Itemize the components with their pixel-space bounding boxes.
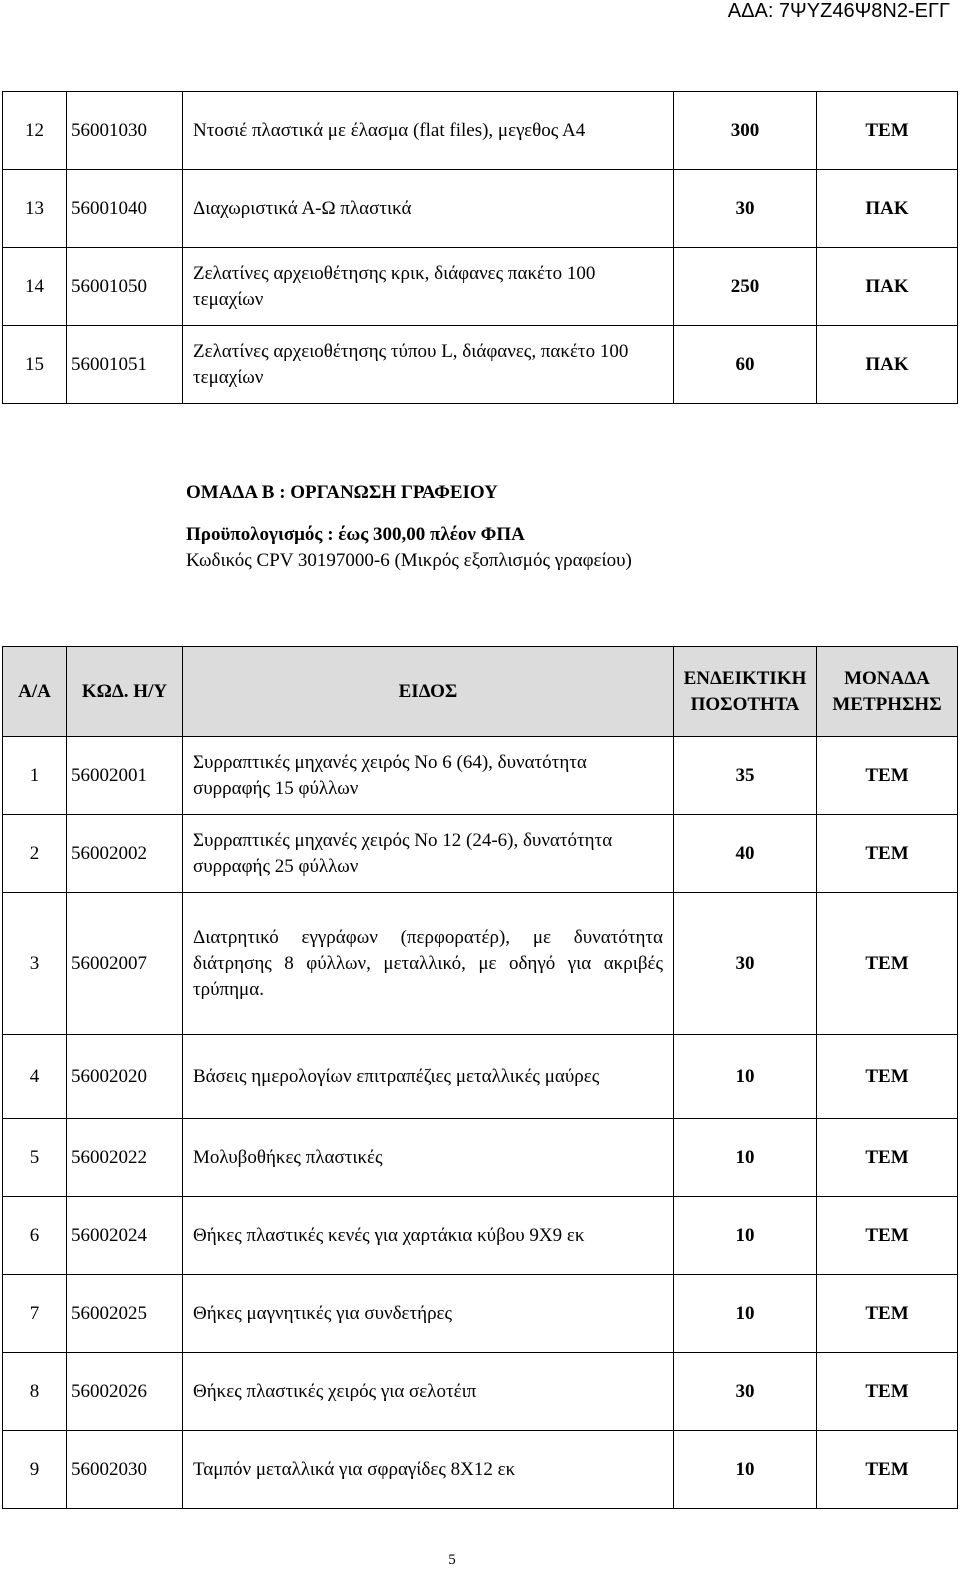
table-row [3,1431,958,1509]
row-desc: Συρραπτικές μηχανές χειρός Νο 6 (64), δυνατότητα συρραφής 15 φύλλων [183,737,674,815]
row-qty: 35 [674,737,817,815]
items-table-group-b [2,646,958,1509]
group-title: ΟΜΑΔΑ Β : ΟΡΓΑΝΩΣΗ ΓΡΑΦΕΙΟΥ [186,482,498,503]
row-desc: Ταμπόν μεταλλικά για σφραγίδες 8Χ12 εκ [183,1431,674,1509]
row-desc: Συρραπτικές μηχανές χειρός Νο 12 (24-6), δυνατότητα συρραφής 25 φύλλων [183,815,674,893]
row-unit: ΠΑΚ [817,248,958,326]
table-row [3,1035,958,1119]
row-code: 56002001 [67,737,183,815]
row-aa: 13 [3,170,67,248]
table-row [3,1119,958,1197]
row-aa: 8 [3,1353,67,1431]
group-cpv: Κωδικός CPV 30197000-6 (Μικρός εξοπλισμός γραφείου) [186,550,632,571]
table-row [3,326,958,404]
row-code: 56001040 [67,170,183,248]
ada-identifier: ΑΔΑ: 7ΨΥΖ46Ψ8Ν2-ΕΓΓ [727,0,950,22]
table-row [3,92,958,170]
row-qty: 60 [674,326,817,404]
row-unit: ΤΕΜ [817,737,958,815]
row-qty: 300 [674,92,817,170]
row-qty: 30 [674,1353,817,1431]
row-code: 56002030 [67,1431,183,1509]
table-row [3,248,958,326]
row-unit: ΤΕΜ [817,1035,958,1119]
row-code: 56002024 [67,1197,183,1275]
row-qty: 30 [674,893,817,1035]
row-unit: ΠΑΚ [817,170,958,248]
row-qty: 10 [674,1275,817,1353]
row-qty: 10 [674,1431,817,1509]
row-unit: ΠΑΚ [817,326,958,404]
row-desc: Θήκες πλαστικές κενές για χαρτάκια κύβου 9Χ9 εκ [183,1197,674,1275]
row-code: 56001051 [67,326,183,404]
row-qty: 10 [674,1119,817,1197]
row-desc: Θήκες πλαστικές χειρός για σελοτέιπ [183,1353,674,1431]
row-qty: 40 [674,815,817,893]
group-b-info [186,480,666,574]
row-desc: Διατρητικό εγγράφων (περφορατέρ), με δυνατότητα διάτρησης 8 φύλλων, μεταλλικό, με οδηγό για ακριβές τρύπημα. [183,893,674,1035]
row-unit: ΤΕΜ [817,1353,958,1431]
page-number: 5 [448,1552,456,1568]
row-aa: 2 [3,815,67,893]
table-row [3,170,958,248]
row-unit: ΤΕΜ [817,1275,958,1353]
table-row [3,893,958,1035]
row-unit: ΤΕΜ [817,1431,958,1509]
row-desc: Θήκες μαγνητικές για συνδετήρες [183,1275,674,1353]
row-desc: Διαχωριστικά Α-Ω πλαστικά [183,170,674,248]
table-row [3,1275,958,1353]
row-qty: 250 [674,248,817,326]
row-qty: 30 [674,170,817,248]
row-qty: 10 [674,1035,817,1119]
row-code: 56001050 [67,248,183,326]
header-code: ΚΩΔ. Η/Υ [67,647,183,737]
items-table-top [2,91,958,404]
table-row [3,1197,958,1275]
row-aa: 9 [3,1431,67,1509]
row-aa: 6 [3,1197,67,1275]
table-row [3,737,958,815]
row-code: 56002025 [67,1275,183,1353]
row-desc: Μολυβοθήκες πλαστικές [183,1119,674,1197]
row-aa: 12 [3,92,67,170]
row-aa: 14 [3,248,67,326]
row-aa: 5 [3,1119,67,1197]
row-aa: 7 [3,1275,67,1353]
table-header-row [3,647,958,737]
row-desc: Ντοσιέ πλαστικά με έλασμα (flat files), μεγεθος Α4 [183,92,674,170]
header-unit: ΜΟΝΑΔΑ ΜΕΤΡΗΣΗΣ [817,647,958,737]
row-aa: 15 [3,326,67,404]
row-code: 56002026 [67,1353,183,1431]
group-budget: Προϋπολογισμός : έως 300,00 πλέον ΦΠΑ [186,524,525,545]
row-aa: 3 [3,893,67,1035]
row-unit: ΤΕΜ [817,893,958,1035]
row-aa: 1 [3,737,67,815]
row-code: 56001030 [67,92,183,170]
row-desc: Ζελατίνες αρχειοθέτησης τύπου L, διάφανες, πακέτο 100 τεμαχίων [183,326,674,404]
row-code: 56002020 [67,1035,183,1119]
row-desc: Βάσεις ημερολογίων επιτραπέζιες μεταλλικές μαύρες [183,1035,674,1119]
row-unit: ΤΕΜ [817,1197,958,1275]
header-aa: Α/Α [3,647,67,737]
row-aa: 4 [3,1035,67,1119]
row-code: 56002002 [67,815,183,893]
table-row [3,1353,958,1431]
row-code: 56002022 [67,1119,183,1197]
table-row [3,815,958,893]
row-unit: ΤΕΜ [817,92,958,170]
row-qty: 10 [674,1197,817,1275]
row-code: 56002007 [67,893,183,1035]
row-desc: Ζελατίνες αρχειοθέτησης κρικ, διάφανες πακέτο 100 τεμαχίων [183,248,674,326]
row-unit: ΤΕΜ [817,1119,958,1197]
row-unit: ΤΕΜ [817,815,958,893]
header-qty: ΕΝΔΕΙΚΤΙΚΗ ΠΟΣΟΤΗΤΑ [674,647,817,737]
header-desc: ΕΙΔΟΣ [183,647,674,737]
